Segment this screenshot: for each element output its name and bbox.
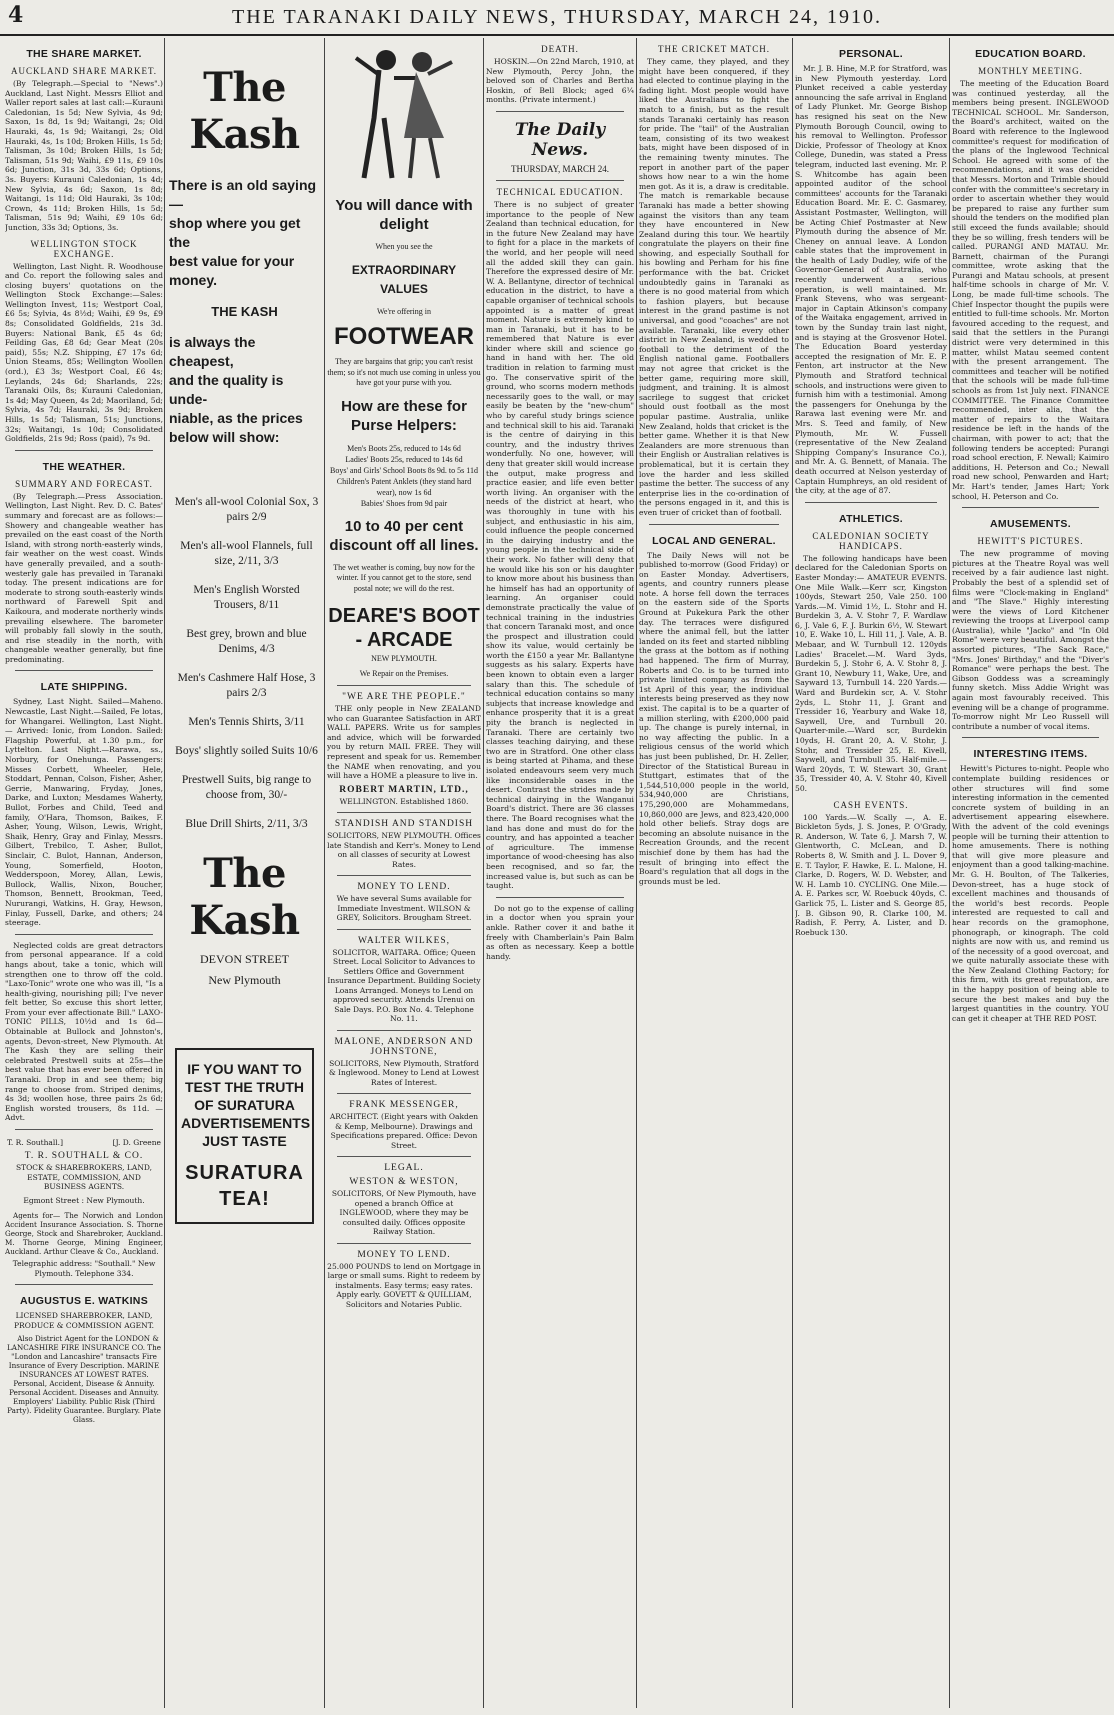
- agents-list: Agents for— The Norwich and London Accident Insurance Association. S. Thorne George, Stock and Sharebroker, Auckland. M. Thorne George, Mining Engineer, Auckland. Arthur Cleave & Co., Auckland.: [5, 1211, 163, 1256]
- article-body: The new programme of moving pictures at the Theatre Royal was well received by a fair audience last night. Probably the best of a splendid set of films were "Clock-making in England" and "The Slave." Highly interesting were the views of Lord Kitchener reviewing the troops at Liverpool camp (Australia), while "Jacko" and "In Old Rome" were very beautiful. Amongst the assorted pictures, "The Sack Race," "Mrs. Jones' Birthday," and the "Diver's Romance" were perhaps the best. The Gibson Goddess was a screamingly funny sketch. Miss Addie Wright was again most favourably received. This evening will be a change of programme. To-morrow night Mr Leo Russell will contribute a number of vocal items.: [952, 549, 1109, 731]
- article-body: The Daily News will not be published to-morrow (Good Friday) or on Easter Monday. Advertisers, agents, and country runners please note. A horse fell down the terraces on the eastern side of the Sports Ground at Pukekura Park the other day. The terraces were disfigured where the animal fell, but the latter landed on its feet and started nibbling the grass at the bottom as if nothing had happened. The firm of Murray, Roberts and Co. is to be turned into private limited company as from the 1st April of this year, the individual interests being preserved as they now exist. The capital is to be a quarter of a million sterling, with £200,000 paid up. The change is purely internal, in no way affecting the public. In a religious census of the world which has just been published, Dr. H. Zeller, Director of the Statistical Bureau in Stuttgart, estimates that of the 1,544,510,000 people in the world, 534,940,000 are Christians, 175,290,000 are Mohammedans, 10,860,000 are Jews, and 823,420,000 hold other beliefs. Stray dogs are becoming an absolute nuisance in the Recreation Grounds, and the recent mischief done by them has had the result of bringing into effect the Board's regulation that all dogs in the grounds must be led.: [639, 550, 789, 886]
- section-heading: AMUSEMENTS.: [990, 518, 1071, 531]
- malone-name: MALONE, ANDERSON AND JOHNSTONE,: [334, 1036, 474, 1057]
- people-text: THE only people in New ZEALAND who can Guarantee Satisfaction in ART WALL PAPERS. Write us for samples and advice, which will be forwarded you by return MAIL FREE. They will represent and speak for us. Remember the NAME when renovating, and you will have a HOME a pleasure to live in.: [327, 704, 481, 781]
- repair-line: We Repair on the Premises.: [359, 668, 449, 678]
- column-divider: [792, 38, 793, 1708]
- legal-heading: LEGAL.: [384, 1163, 424, 1174]
- subheading: WELLINGTON STOCK EXCHANGE.: [30, 238, 138, 259]
- price-item: Boys' slightly soiled Suits 10/6: [175, 745, 318, 757]
- divider: [337, 929, 471, 930]
- purse-heading: How are these for Purse Helpers:: [341, 397, 467, 434]
- divider: [649, 524, 779, 525]
- subheading: HEWITT'S PICTURES.: [977, 536, 1084, 547]
- divider: [496, 111, 624, 112]
- weston-sub: SOLICITORS, Of New Plymouth, have opened a branch Office at INGLEWOOD, where they may be consulted daily. Offices opposite Railway Station.: [331, 1189, 477, 1237]
- article-body: The meeting of the Education Board was continued yesterday, all the members being present. INGLEWOOD TECHNICAL SCHOOL. Mr. Sanderson, the Board's architect, waited on the Board with reference to the Inglewood committee's request for modification of the plans of the Inglewood Technical School. He agreed with some of the recommendations, and it was decided that Messrs. Morton and Trimble should confer with the committee's secretary in order to ascertain whether they would be prepared to raise any further sum should the tenders on the modified plan still exceed the funds available; should they be so willing, fresh tenders will be called. PURANGI AND MATAU. Mr. Barnett, chairman of the Purangi committee, wrote asking that the Purangi and Matau schools, at present half-time schools in charge of Mr. V. Long, be made full-time schools. The Chief Inspector thought the pupils were entitled to full-time schools. Mr. Morton favoured acceding to the request, and said that the settlers in the Purangi district were very determined in this matter, whilst Matau seemed content with the present arrangement. The committees and teacher will be notified that the schools will be made full-time schools as from 1st July next. FINANCE COMMITTEE. The Finance Committee recommended, inter alia, that the matter of repairs to the Waitara residence be left in the hands of the chairman, with power to act; that the following tenders be accepted: Purangi road school erection, F. Newall; Kaimiro additions, H. Peterson and Co.; Newall road new school, Penwarden and Hart; Mr. Hart's tender, James Hart; York school, H. Peterson and Co.: [952, 79, 1109, 501]
- daily-news-masthead: The Daily News.: [514, 119, 606, 160]
- money2-sub: 25.000 POUNDS to lend on Mortgage in large or small sums. Right to redeem by instalments. Easy terms; easy rates. Apply early. GOVETT & QUILLIAM, Solicitors and Notaries Public.: [327, 1261, 481, 1309]
- divider: [337, 1156, 471, 1157]
- column-divider: [324, 38, 325, 1708]
- money2-heading: MONEY TO LEND.: [357, 1249, 451, 1260]
- section-heading: THE SHARE MARKET.: [26, 48, 142, 60]
- deares-town: NEW PLYMOUTH.: [371, 654, 437, 663]
- standish-name: STANDISH AND STANDISH: [334, 819, 474, 830]
- column-divider: [164, 38, 165, 1708]
- divider: [337, 685, 471, 686]
- article-body: Mr. J. B. Hine, M.P. for Stratford, was in New Plymouth yesterday. Lord Plunket received a cable yesterday announcing the safe arrival in England of Lady Plunket. Mr. George Bishop has resigned his seat on the New Plymouth Borough Council, owing to his removal to Wellington. Professor Dickie, Professor of Theology at Knox College, Dunedin, was stated a Press telegram, inducted last evening. Mr. P. S. Whitcombe has again been appointed auditor of the school committees' accounts for the Taranaki Education Board. Mr. E. C. Gasmarey, Assistant Postmaster, Wellington, will be Acting Chief Postmaster at New Plymouth during the absence of Mr. Cheney on annual leave. A London cable states that the improvement in the health of Lady Dudley, wife of the Governor-General of Australia, who recently underwent a serious operation, is well maintained. Mr. Frank Stevens, who was sergeant-major in Captain Atkinson's company of the Waitaka engagement, arrived in town by the Sunday train last night, and is staying at the Grosvenor Hotel. The Education Board yesterday accepted the resignation of Mr. E. P. Fenton, art instructor at the New Plymouth and Stratford technical schools, and instructions were given to furnish him with a testimonial. Among the passengers for Onehunga by the Rarawa last evening were Mr. and Mrs. S. Teed and family, of New Plymouth, Mr. W. Fussell (representative of the New Zealand Shipping Company's Insurance Co.), and Mr. A. G. Bennett, of Manaia. The death occurred at Nelson yesterday of Captain Humphreys, an old resident of the city, at the age of 87.: [795, 64, 947, 496]
- divider: [337, 875, 471, 876]
- deares-name: DEARE'S BOOT - ARCADE: [328, 605, 480, 651]
- dancing-couple-illustration: [334, 38, 474, 188]
- divider: [805, 502, 937, 503]
- divider: [15, 934, 153, 935]
- kash-logo: The Kash: [189, 850, 300, 944]
- suratura-advert: IF YOU WANT TO TEST THE TRUTH OF SURATURA ADVERTISEMENTS JUST TASTE SURATURA TEA!: [175, 1048, 314, 1224]
- divider: [15, 1129, 153, 1130]
- price-item: Men's Tennis Shirts, 3/11: [188, 716, 305, 728]
- column-editorial: [486, 38, 634, 1708]
- offering-line: We're offering in: [377, 306, 431, 316]
- column-share-market: [5, 38, 163, 1708]
- section-heading: ATHLETICS.: [838, 512, 904, 525]
- money-heading: MONEY TO LEND.: [357, 882, 451, 893]
- section-heading: TECHNICAL EDUCATION.: [496, 186, 624, 197]
- article-body: Hewitt's Pictures to-night. People who contemplate building residences or other structures will find some interesting information in the cemented concrete system of building in an advertisement appearing elsewhere. With the advent of the cold evenings people will be turning their attention to home amusements. There is nothing that will give more pleasure and enjoyment than a good talking-machine. Mr. G. H. Boulton, of The Talkeries, Devon-street, has a huge stock of excellent machines and thousands of the world's best records. People interested are requested to call and hear records on the gramophone, phonograph, or kinograph. The cold nights are now with us, and remind us of the necessity of a good overcoat, and we quite naturally associate these with the New Zealand Clothing Factory; for this firm, with its great reputation, are in the happy position of being able to secure the best makes and buy the largest quantities in the country. YOU can get it cheaper at THE RED POST.: [952, 764, 1109, 1023]
- people-heading: "WE ARE THE PEOPLE.": [342, 692, 466, 702]
- delight-heading: You will dance with delight: [335, 197, 473, 233]
- divider: [496, 180, 624, 181]
- section-heading: LOCAL AND GENERAL.: [652, 534, 776, 547]
- article-body: The following handicaps have been declared for the Caledonian Sports on Easter Monday:— AMATEUR EVENTS. One Mile Walk.—Kerr scr, Kingston 100yds, Stewart 250, Vale 250. 100 Yards.—M. Vimid 1½, L. Stohr and H. Burdekin 3, A. V. Stohr 7, F. Wardlaw 6, J. Vale 6, F. J. Burkin 6½, W. Stewart 10, E. Wake 10, L. Hill 11, J. Vale, A. B. Mebaar, and W. Turnbull 12. 120yds Ladies' Bracelet.—M. Ward 3yds, Burdekin 5, J. Stohr 6, A. V. Stohr 8, J. Grant 10, Newbury 11, Wake, Ure, and Sayward 13, Turnbull 14. 220 Yards.—Ward and Burdekin scr, A. V. Stohr 2yds, L. Stohr 11, J. Grant and Tressider 16, Yearbury and Wake 18, Saywell, Ure, and Turnbull 20. Quarter-mile.—Ward scr, Burdekin 10yds, H. Grant 20, A. V. Stohr, J. Stohr, and Tressider 25, E. Kivell, Saywell, and Turnbull 35. Half-mile.—Ward 20yds, T. W. Stewart 30, Grant 35, Tressider 40, A. V. Stohr 40, Kivell 50.: [795, 553, 947, 793]
- wilkes-name: WALTER WILKES,: [357, 935, 451, 946]
- wet-weather-text: The wet weather is coming, buy now for the winter. If you cannot get to the store, send postal note; we will do the rest.: [333, 562, 475, 593]
- kash-logo: The Kash: [189, 64, 300, 158]
- price-item: Boys' and Girls' School Boots 8s 9d. to 5s 11d: [330, 465, 478, 475]
- page-number: 4: [8, 2, 24, 28]
- malone-sub: SOLICITORS, New Plymouth, Stratford & Inglewood. Money to Lend at Lowest Rates of Interest.: [328, 1058, 480, 1087]
- column-education-amusements: [952, 38, 1109, 1708]
- chamberlain-notice: Do not go to the expense of calling in a doctor when you sprain your ankle. Rather cover it and bathe it freely with Chamberlain's Pain Balm as often as necessary. Keep a bottle handy.: [486, 903, 634, 961]
- section-heading: PERSONAL.: [839, 48, 903, 60]
- ad-saying: There is an old saying— shop where you get the best value for your money.: [169, 177, 317, 288]
- watkins-details: Also District Agent for the LONDON & LANCASHIRE FIRE INSURANCE CO. The "London and Lancashire" transacts Fire Insurance of Every Description. MARINE INSURANCES AT LOWEST RATES. Personal, Accident, Disease & Annuity. Personal Accident. Diseases and Annuity. Employers' Liability. Public Risk (Third Party). Fidelity Guarantee. Burglary. Plate Glass.: [7, 1334, 161, 1424]
- article-body: (By Telegraph.—Press Association. Wellington, Last Night. Rev. D. C. Bates' summary and forecast are as follows:—Showery and changeable weather has prevailed on the east coast of the North Island, with strong north-easterly winds, fair weather on the west coast. Winds have generally prevailed, and a south-westerly gale has prevailed in Taranaki today. The present indications are for moderate to strong south-easterly winds northward of Farewell Spit and Kaikoura, and moderate northerly winds prevailing elsewhere. The barometer will probably fall slowly in the south, and rise steadily in the north, with changeable weather generally, but fine predominating.: [5, 491, 163, 664]
- article-body: Wellington, Last Night. R. Woodhouse and Co. report the following sales and closing buyers' quotations on the Wellington Stock Exchange:—Sales: Wellington Invest, 11s; Westport Coal, £6 5s; Sylvia, 4s 8½d; Waihi, £9 9s, £9 8s; Consolidated Goldfields, 21s 3d. Buyers: National Bank, £5 4s 6d; Feilding Gas, £8 6d; Gear Meat (20s paid), 55s; N.Z. Shipping, £7 17s 6d; Union Steams, 85s; Wellington Woollen (ord.), £3 3s; Westport Coal, £6 4s; Leylands, 24s 6d; Sharlands, 22s; Taranaki Oils, 8s; Kurauni Caledonian, 1s 4d; May Queen, 4s 2d; Maoriland, 5d; Sylvia, 4s 7d; Hauraki, 3s 9d; Broken Hills, 1s 5d; Talisman, 51s; Junctions, 32s; Waitangi, 1s 10d; Consolidated Goldfields, 21s 9d; Ross (paid), 7s 9d.: [5, 261, 163, 444]
- price-item: Prestwell Suits, big range to choose from, 30/-: [181, 774, 312, 801]
- subheading: MONTHLY MEETING.: [978, 66, 1083, 76]
- divider: [337, 1243, 471, 1244]
- ad-cheapest: is always the cheapest, and the quality is unde- niable, as the prices below will show:: [169, 334, 303, 445]
- martin-sub: WELLINGTON. Established 1860.: [339, 796, 469, 806]
- column-deares-boot-arcade: [327, 38, 481, 1708]
- article-body: 100 Yards.—W. Scally —, A. E. Bickleton 5yds, J. S. Jones, P. O'Grady, R. Anderson, W. Tate 6, J. Marsh 7, W. Glentworth, C. McLean, and D. Roberts 8, W. Smith and J. L. Dover 9, E. T. Taylor, F. Hawke, E. L. Malone, H. Clarke, D. Rogers, W. D. Webster, and W. H. Lamb 10. CYCLING. One Mile.—A. E. Parkes scr, W. Roebuck 40yds, C. Garlick 75, L. Lister and S. George 85, J. B. Gibson 90, R. Clarke 100, M. Radish, F. Perry, A. Lister, and D. Roebuck 130.: [795, 812, 947, 937]
- column-personal-athletics: [795, 38, 947, 1708]
- section-heading: EDUCATION BOARD.: [975, 48, 1086, 60]
- extraordinary-values: EXTRAORDINARY VALUES: [351, 262, 457, 296]
- divider: [337, 812, 471, 813]
- section-heading: THE WEATHER.: [42, 460, 126, 473]
- weston-name: WESTON & WESTON,: [349, 1177, 459, 1188]
- column-divider: [636, 38, 637, 1708]
- divider: [496, 897, 624, 898]
- delight-sub: When you see the: [375, 242, 433, 251]
- price-item: Blue Drill Shirts, 2/11, 3/3: [185, 818, 308, 830]
- subheading: SUMMARY AND FORECAST.: [15, 478, 153, 489]
- price-item: Men's Boots 25s, reduced to 14s 6d: [347, 443, 461, 453]
- price-item: Men's all-wool Colonial Sox, 3 pairs 2/9: [174, 496, 319, 523]
- death-notice: HOSKIN.—On 22nd March, 1910, at New Plymouth, Percy John, the beloved son of Charles and Bertha Hoskin, of Bell Block; aged 6¼ months. (Private interment.): [486, 57, 634, 105]
- section-heading: DEATH.: [541, 44, 579, 54]
- section-heading: THE CRICKET MATCH.: [657, 44, 771, 54]
- price-item: Men's English Worsted Trousers, 8/11: [193, 584, 300, 611]
- kash-street: DEVON STREET: [200, 952, 289, 966]
- discount-line: 10 to 40 per cent discount off all lines.: [329, 517, 479, 554]
- price-item: Children's Patent Anklets (they stand hard wear), now 1s 6d: [336, 476, 472, 497]
- masthead: [0, 0, 1114, 36]
- price-item: Ladies' Boots 25s, reduced to 14s 6d: [345, 454, 463, 464]
- messenger-name: FRANK MESSENGER,: [349, 1100, 459, 1111]
- divider: [15, 670, 153, 671]
- column-cricket-local: [639, 38, 789, 1708]
- martin-name: ROBERT MARTIN, LTD.,: [339, 784, 469, 795]
- kash-name: THE KASH: [211, 304, 278, 319]
- southall-signatures: T. R. Southall.] [J. D. Greene: [7, 1138, 161, 1147]
- article-body: They came, they played, and they might have been conquered, if they had elected to continue playing in the fading light. Most people would have liked the Australians to fight the match to a finish, but as the result stands Taranaki certainly has reason for pride. The "tail" of the Australian team, consisting of its two weakest bats, might have been disposed of in the remaining twenty minutes. The report in another part of the paper shows how near to a win the home men got. As it is, a draw is creditable. The match is remarkable because Taranaki has made a better showing against the visitors than any team they have encountered in New Zealand during this tour. We heartily congratulate the players on their fine showing, and especially Southall for his bowling and Perham for his fine performance with the bat. Cricket undoubtedly gains in Taranaki as there is no good material from which to fashion players, but because interest in the grand pastime is not universal, and good "coaches" are not available. Taranaki, like every other district in New Zealand, is wedded to football to the detriment of the English national game. Footballers may not agree that cricket is the better game, requiring more skill, judgment, and training. It is almost sacrilege to suggest that cricket should oust football as the most popular pastime. Australia, unlike New Zealand, holds that cricket is the better game. Whether it is that New Zealanders are more strenuous than their English or Australian relatives is problematical, but it is certain they love the harder and less skilled pastime the better. The success of any enterprise lies in the co-ordination of the persons engaged in it, and this is even truer of cricket than of football.: [639, 57, 789, 517]
- price-item: Men's all-wool Flannels, full size, 2/11, 3/3: [180, 540, 313, 567]
- southall-firm-name: T. R. SOUTHALL & CO.: [24, 1151, 144, 1161]
- price-list: [327, 443, 481, 509]
- wilkes-sub: SOLICITOR, WAITARA. Office; Queen Street. Local Solicitor to Advances to Settlers Office and Government Insurance Department. Building Society Loans Arranged. Moneys to Lend on approved security. Attends Urenui on Sale Days. P.O. Box No. 4. Telephone No. 11.: [327, 947, 481, 1024]
- kash-town: New Plymouth: [208, 973, 281, 987]
- divider: [15, 450, 153, 451]
- article-body: Sydney, Last Night. Sailed—Maheno. Newcastle, Last Night.—Sailed, Fe lotas, for Whangarei. Wellington, Last Night. — Arrived: Ionic, from London. Sailed: Flagship Powerful, at 1.30 p.m., for Lyttelton. Last Night.—Rarawa, ss., Norbury, for Onehunga. Passengers: Misses Corbett, Wheeler, Hele, Stoddart, Pennan, Colson, Fisher, Asher, Gerrie, Manwaring, Fryday, Jones, Darke, and Luxton; Mesdames Waherty, Bullot, Forbes and Child, Teed and family, O'Hara, Thomson, Baikes, F. Asher, Young, Wilson, Lewis, Wright, Shaik, Henry, Gray and Finlay, Messrs. Gilbert, Trebilco, T. Asher, Bullot, Sinclair, C. Bulot, Hannan, Anderson, Young, Somerfield, Hooton, Wedderspoon, Morey, Allan, Lewis, Bullock, Wallis, Nixon, Boucher, Thomson, Bennett, Brookman, Teed, Nururangi, Watkins, H. Gray, Hewson, Finlay, Fussell, Darke, and others; 24 steerage.: [5, 697, 163, 928]
- money-sub: We have several Sums available for Immediate Investment. WILSON & GREY, Solicitors. Brougham Street.: [336, 894, 472, 923]
- price-item: Babies' Shoes from 9d pair: [360, 498, 448, 508]
- column-divider: [949, 38, 950, 1708]
- watkins-name: AUGUSTUS E. WATKINS: [19, 1295, 148, 1307]
- subheading: CASH EVENTS.: [833, 799, 909, 810]
- advertisement-laxo-tonic: Neglected colds are great detractors from personal appearance. If a cold hangs about, take a tonic, which will strengthen one to throw off the cold. "Laxo-Tonic" wrote one who was ill, "Is a health-giving, nourishing pill; I've never felt better, So excuse this short letter, From your ever affectionate Bill." LAXO-TONIC PILLS, 10½d and 1s 6d—Obtainable at Bullock and Johnston's, agents, Devon-street, New Plymouth. At The Kash they are selling their celebrated Prestwell suits at 25s—the best value that has ever been offered in Taranaki. Drop in and see them; big range to choose from. Striped denims, 4s 3d; woollen hose, three pairs 2s 6d; English worsted trousers, 8s 11d. —Advt.: [5, 940, 163, 1123]
- section-heading: LATE SHIPPING.: [40, 681, 128, 694]
- divider: [337, 1030, 471, 1031]
- divider: [15, 1284, 153, 1285]
- standish-sub: SOLICITORS, NEW PLYMOUTH. Offices late Standish and Kerr's. Money to Lend on all classes of security at Lowest Rates.: [327, 831, 481, 869]
- column-kash-advert: [167, 38, 322, 1708]
- southall-description: STOCK & SHAREBROKERS, LAND, ESTATE, COMMISSION, AND BUSINESS AGENTS.: [15, 1163, 153, 1191]
- messenger-sub: ARCHITECT. (Eight years with Oakden & Kemp, Melbourne). Drawings and Specifications prepared. Office: Devon Street.: [329, 1112, 479, 1150]
- divider: [962, 737, 1099, 738]
- subheading: AUCKLAND SHARE MARKET.: [10, 66, 158, 76]
- footwear-heading: FOOTWEAR: [334, 323, 474, 350]
- telegraphic-address: Telegraphic address: "Southall." New Plymouth. Telephone 334.: [12, 1259, 156, 1278]
- editorial-date: THURSDAY, MARCH 24.: [510, 163, 610, 174]
- watkins-description: LICENSED SHAREBROKER, LAND, PRODUCE & COMMISSION AGENT.: [14, 1311, 154, 1330]
- section-heading: INTERESTING ITEMS.: [973, 748, 1088, 761]
- page-title: THE TARANAKI DAILY NEWS, THURSDAY, MARCH 24, 1910.: [232, 6, 882, 28]
- price-item: Best grey, brown and blue Denims, 4/3: [186, 628, 307, 655]
- divider: [962, 507, 1099, 508]
- bargain-text: They are bargains that grip; you can't resist them; so it's not much use coming in unless you have got your purse with you.: [327, 357, 481, 387]
- article-body: There is no subject of greater importance to the people of New Zealand than technical education, for in the future New Zealand may have to fight for a place in the markets of the world, and her people will need all the added skill they can gain. Therefore the expressed desire of Mr. W. A. Bellantyne, director of technical education in the district, to have a capable organiser of technical schools appointed is a matter of great moment. Nature is extremely kind to man in Taranaki, but it has to be remembered that Nature is ever kinder where skill and science go hand in hand with her. The old tradition in relation to farming must go. The conservative spirit of the ground, who scorns modern methods necessarily goes to the wall, or may easily be beaten by the "new-chum" who by careful study brings science and technical skill to his aid. Taranaki is the centre of dairying in this country, and the industry thrives wonderfully. No one, however, will deny that greater skill would increase the output, make progress and practice easier, and life even better worth living. An organiser with the needs of the district at heart, who was thoroughly in tune with his subject, and enthusiastic in his aim, could influence the people concerned in the dairying industry and the young people in the technical side of their work. No father will deny that he would like his son or his daughter to know more about his business than he himself has had an opportunity of learning. An organiser could demonstrate practically the value of technical training in the industries that concern Taranaki most, and once the prospect and illustration could show its value, would certainly be worth the £150 a year Mr. Ballantyne suggests as his salary. Experts have been known to obtain even a larger salary than this. The schedule of technical education contains so many subjects that increase knowledge and enhance prosperity that it is a great pity the branch is neglected in Taranaki. There are certainly two classes teaching dairying, and these two are in Stratford. One other class is being started at Pihama, and these isolated endeavours seem very much like inconsiderable oases in the desert. Contrast the strides made by technical dairying in the Wanganui Board's district. There are 36 classes there. The Board recognises what the land has done and must do for the country, and has appointed a teacher of agriculture. The immense importance of wood-cheesing has also been recognised, and so far, the increased value is, but such as can be taught.: [486, 199, 634, 891]
- column-divider: [483, 38, 484, 1708]
- price-item: Men's Cashmere Half Hose, 3 pairs 2/3: [177, 672, 316, 699]
- southall-address: Egmont Street : New Plymouth.: [23, 1195, 145, 1205]
- subheading: CALEDONIAN SOCIETY HANDICAPS.: [812, 530, 930, 551]
- divider: [337, 1093, 471, 1094]
- article-body: (By Telegraph.—Special to "News".) Auckland, Last Night. Messrs Elliot and Waller report sales at last call:—Kurauni Caledonian, 1s 5d; New Sylvia, 4s 9d; Saxon, 1s 8d, 1s 9d; Waitangi, 2s; Old Hauraki, 4s, 1s 9d; Waitangi, 2s; Old Hauraki, 4s, 1s 10d; Broken Hills, 1s 5d; Talisman, 3s 10d; Broken Hills, 1s 5d; Talisman, 51s 9d; Waihi, £9 11s, £9 10s 6d; Junction, 31s 3d, 33s 6d; Options, 3s. Buyers: Kurauni Caledonian, 1s 4d; New Sylvia, 4s 6d; Saxon, 1s 8d; Waitangi, 1s 11d; Old Hauraki, 3s 10d; Crown, 4s 11d; Broken Hills, 1s 5d; Talisman, 51s 9d; Waihi, £9 10s 6d; Junction, 33s 3d; Options, 3s.: [5, 79, 163, 232]
